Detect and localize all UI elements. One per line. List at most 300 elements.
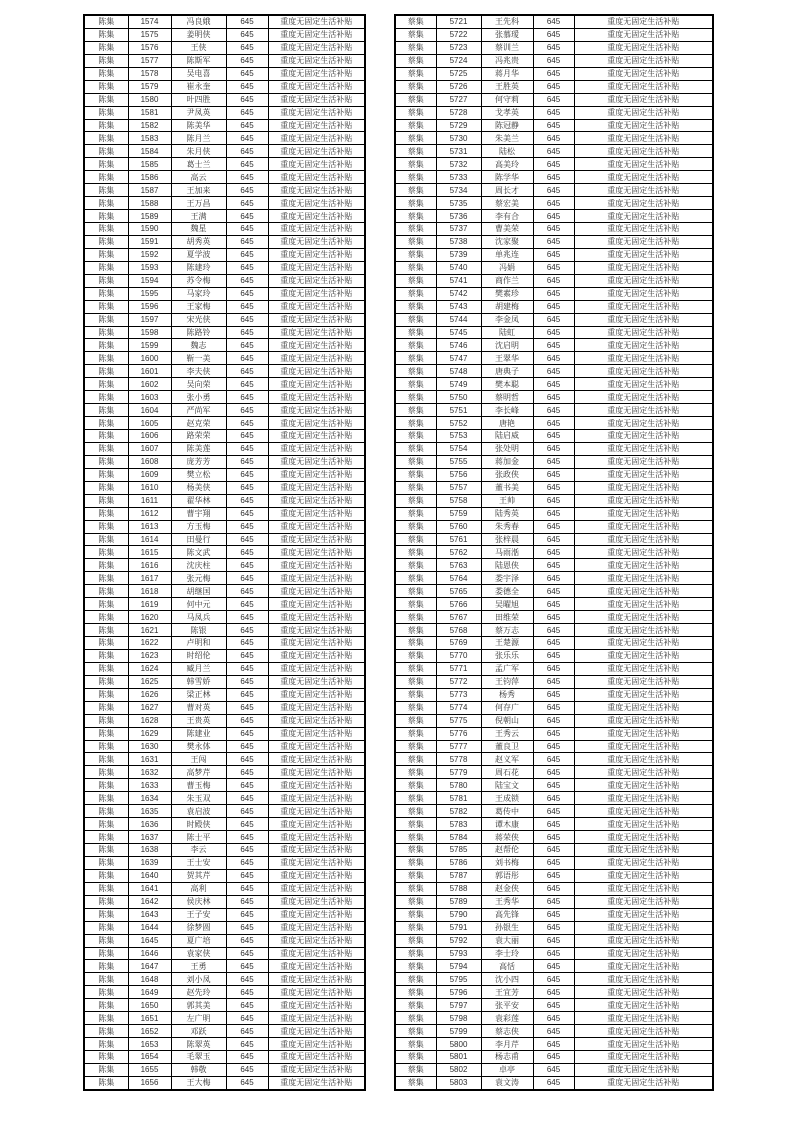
serial-cell: 5727 bbox=[436, 93, 481, 106]
serial-cell: 5756 bbox=[436, 468, 481, 481]
area-cell: 陈集 bbox=[84, 947, 128, 960]
table-row bbox=[395, 934, 713, 947]
name-cell: 王万昌 bbox=[171, 197, 226, 210]
subsidy-type-cell: 重度无固定生活补贴 bbox=[574, 235, 713, 248]
table-row bbox=[395, 223, 713, 236]
amount-cell: 645 bbox=[226, 80, 268, 93]
serial-cell: 1617 bbox=[128, 572, 171, 585]
table-row bbox=[84, 132, 365, 145]
serial-cell: 5755 bbox=[436, 455, 481, 468]
subsidy-type-cell: 重度无固定生活补贴 bbox=[268, 378, 365, 391]
name-cell: 张乐乐 bbox=[481, 649, 533, 662]
table-row bbox=[84, 339, 365, 352]
subsidy-type-cell: 重度无固定生活补贴 bbox=[268, 675, 365, 688]
amount-cell: 645 bbox=[226, 895, 268, 908]
area-cell: 蔡集 bbox=[395, 507, 436, 520]
amount-cell: 645 bbox=[226, 727, 268, 740]
serial-cell: 1642 bbox=[128, 895, 171, 908]
table-row bbox=[84, 507, 365, 520]
amount-cell: 645 bbox=[533, 378, 574, 391]
name-cell: 冯兆贵 bbox=[481, 54, 533, 67]
amount-cell: 645 bbox=[226, 546, 268, 559]
area-cell: 陈集 bbox=[84, 494, 128, 507]
subsidy-type-cell: 重度无固定生活补贴 bbox=[574, 986, 713, 999]
subsidy-type-cell: 重度无固定生活补贴 bbox=[574, 701, 713, 714]
serial-cell: 5773 bbox=[436, 688, 481, 701]
table-row bbox=[395, 365, 713, 378]
area-cell: 蔡集 bbox=[395, 391, 436, 404]
area-cell: 陈集 bbox=[84, 598, 128, 611]
name-cell: 吴向荣 bbox=[171, 378, 226, 391]
name-cell: 陆松 bbox=[481, 145, 533, 158]
subsidy-type-cell: 重度无固定生活补贴 bbox=[268, 145, 365, 158]
table-row bbox=[395, 611, 713, 624]
serial-cell: 5740 bbox=[436, 261, 481, 274]
amount-cell: 645 bbox=[533, 430, 574, 443]
area-cell: 蔡集 bbox=[395, 908, 436, 921]
table-row bbox=[395, 248, 713, 261]
serial-cell: 5770 bbox=[436, 649, 481, 662]
serial-cell: 5734 bbox=[436, 184, 481, 197]
amount-cell: 645 bbox=[226, 235, 268, 248]
subsidy-type-cell: 重度无固定生活补贴 bbox=[268, 624, 365, 637]
subsidy-type-cell: 重度无固定生活补贴 bbox=[268, 132, 365, 145]
amount-cell: 645 bbox=[533, 908, 574, 921]
name-cell: 沈小四 bbox=[481, 973, 533, 986]
area-cell: 蔡集 bbox=[395, 546, 436, 559]
subsidy-type-cell: 重度无固定生活补贴 bbox=[574, 378, 713, 391]
serial-cell: 1612 bbox=[128, 507, 171, 520]
serial-cell: 5736 bbox=[436, 210, 481, 223]
serial-cell: 1631 bbox=[128, 753, 171, 766]
name-cell: 陆启威 bbox=[481, 430, 533, 443]
subsidy-type-cell: 重度无固定生活补贴 bbox=[268, 507, 365, 520]
amount-cell: 645 bbox=[533, 54, 574, 67]
area-cell: 陈集 bbox=[84, 119, 128, 132]
name-cell: 沈启明 bbox=[481, 339, 533, 352]
serial-cell: 5784 bbox=[436, 831, 481, 844]
area-cell: 陈集 bbox=[84, 1063, 128, 1076]
serial-cell: 1578 bbox=[128, 67, 171, 80]
serial-cell: 1583 bbox=[128, 132, 171, 145]
amount-cell: 645 bbox=[533, 934, 574, 947]
amount-cell: 645 bbox=[226, 779, 268, 792]
area-cell: 蔡集 bbox=[395, 818, 436, 831]
name-cell: 唐艳 bbox=[481, 417, 533, 430]
amount-cell: 645 bbox=[226, 598, 268, 611]
serial-cell: 1590 bbox=[128, 223, 171, 236]
area-cell: 陈集 bbox=[84, 688, 128, 701]
serial-cell: 1648 bbox=[128, 973, 171, 986]
serial-cell: 1595 bbox=[128, 287, 171, 300]
subsidy-type-cell: 重度无固定生活补贴 bbox=[574, 662, 713, 675]
amount-cell: 645 bbox=[226, 430, 268, 443]
table-row bbox=[395, 132, 713, 145]
amount-cell: 645 bbox=[533, 119, 574, 132]
table-row bbox=[84, 611, 365, 624]
serial-cell: 1632 bbox=[128, 766, 171, 779]
serial-cell: 5782 bbox=[436, 805, 481, 818]
name-cell: 胡建梅 bbox=[481, 300, 533, 313]
amount-cell: 645 bbox=[533, 468, 574, 481]
subsidy-type-cell: 重度无固定生活补贴 bbox=[574, 960, 713, 973]
name-cell: 李云 bbox=[171, 844, 226, 857]
table-row bbox=[395, 559, 713, 572]
area-cell: 蔡集 bbox=[395, 934, 436, 947]
amount-cell: 645 bbox=[533, 287, 574, 300]
table-row bbox=[84, 624, 365, 637]
name-cell: 樊立松 bbox=[171, 468, 226, 481]
subsidy-type-cell: 重度无固定生活补贴 bbox=[268, 184, 365, 197]
table-row bbox=[84, 856, 365, 869]
table-row bbox=[84, 184, 365, 197]
serial-cell: 5728 bbox=[436, 106, 481, 119]
amount-cell: 645 bbox=[226, 1051, 268, 1064]
area-cell: 陈集 bbox=[84, 662, 128, 675]
name-cell: 冯良娥 bbox=[171, 15, 226, 28]
name-cell: 魏星 bbox=[171, 223, 226, 236]
table-row bbox=[84, 54, 365, 67]
amount-cell: 645 bbox=[226, 766, 268, 779]
amount-cell: 645 bbox=[226, 158, 268, 171]
amount-cell: 645 bbox=[533, 520, 574, 533]
table-row bbox=[395, 598, 713, 611]
amount-cell: 645 bbox=[533, 999, 574, 1012]
area-cell: 蔡集 bbox=[395, 740, 436, 753]
serial-cell: 1651 bbox=[128, 1012, 171, 1025]
serial-cell: 1641 bbox=[128, 882, 171, 895]
amount-cell: 645 bbox=[226, 132, 268, 145]
subsidy-type-cell: 重度无固定生活补贴 bbox=[268, 430, 365, 443]
serial-cell: 5749 bbox=[436, 378, 481, 391]
area-cell: 蔡集 bbox=[395, 494, 436, 507]
name-cell: 朱玉双 bbox=[171, 792, 226, 805]
area-cell: 陈集 bbox=[84, 572, 128, 585]
name-cell: 陆虹 bbox=[481, 326, 533, 339]
subsidy-type-cell: 重度无固定生活补贴 bbox=[574, 67, 713, 80]
name-cell: 郭语彤 bbox=[481, 869, 533, 882]
serial-cell: 1581 bbox=[128, 106, 171, 119]
name-cell: 王侠 bbox=[171, 41, 226, 54]
name-cell: 蔡训兰 bbox=[481, 41, 533, 54]
area-cell: 蔡集 bbox=[395, 93, 436, 106]
area-cell: 陈集 bbox=[84, 223, 128, 236]
serial-cell: 5758 bbox=[436, 494, 481, 507]
subsidy-type-cell: 重度无固定生活补贴 bbox=[268, 792, 365, 805]
subsidy-type-cell: 重度无固定生活补贴 bbox=[268, 442, 365, 455]
amount-cell: 645 bbox=[226, 973, 268, 986]
serial-cell: 5772 bbox=[436, 675, 481, 688]
subsidy-type-cell: 重度无固定生活补贴 bbox=[268, 339, 365, 352]
amount-cell: 645 bbox=[533, 145, 574, 158]
serial-cell: 1623 bbox=[128, 649, 171, 662]
name-cell: 赵义军 bbox=[481, 753, 533, 766]
amount-cell: 645 bbox=[533, 1063, 574, 1076]
subsidy-type-cell: 重度无固定生活补贴 bbox=[574, 210, 713, 223]
serial-cell: 5800 bbox=[436, 1038, 481, 1051]
name-cell: 左广明 bbox=[171, 1012, 226, 1025]
subsidy-type-cell: 重度无固定生活补贴 bbox=[574, 93, 713, 106]
name-cell: 刘书梅 bbox=[481, 856, 533, 869]
area-cell: 蔡集 bbox=[395, 365, 436, 378]
table-row bbox=[84, 831, 365, 844]
table-row bbox=[84, 223, 365, 236]
subsidy-type-cell: 重度无固定生活补贴 bbox=[574, 598, 713, 611]
table-row bbox=[84, 1063, 365, 1076]
amount-cell: 645 bbox=[226, 210, 268, 223]
amount-cell: 645 bbox=[226, 1063, 268, 1076]
area-cell: 陈集 bbox=[84, 727, 128, 740]
table-row bbox=[395, 339, 713, 352]
serial-cell: 5742 bbox=[436, 287, 481, 300]
serial-cell: 5786 bbox=[436, 856, 481, 869]
amount-cell: 645 bbox=[533, 986, 574, 999]
name-cell: 蔡宏美 bbox=[481, 197, 533, 210]
subsidy-type-cell: 重度无固定生活补贴 bbox=[574, 908, 713, 921]
serial-cell: 1600 bbox=[128, 352, 171, 365]
table-row bbox=[84, 326, 365, 339]
serial-cell: 5753 bbox=[436, 430, 481, 443]
amount-cell: 645 bbox=[226, 960, 268, 973]
subsidy-type-cell: 重度无固定生活补贴 bbox=[268, 1076, 365, 1089]
serial-cell: 5788 bbox=[436, 882, 481, 895]
serial-cell: 1614 bbox=[128, 533, 171, 546]
area-cell: 蔡集 bbox=[395, 145, 436, 158]
subsidy-type-cell: 重度无固定生活补贴 bbox=[574, 15, 713, 28]
name-cell: 韩敬 bbox=[171, 1063, 226, 1076]
name-cell: 袁彩莲 bbox=[481, 1012, 533, 1025]
amount-cell: 645 bbox=[533, 352, 574, 365]
table-row bbox=[84, 106, 365, 119]
amount-cell: 645 bbox=[226, 339, 268, 352]
name-cell: 王楚源 bbox=[481, 637, 533, 650]
subsidy-type-cell: 重度无固定生活补贴 bbox=[268, 15, 365, 28]
serial-cell: 1602 bbox=[128, 378, 171, 391]
serial-cell: 5789 bbox=[436, 895, 481, 908]
table-row bbox=[395, 818, 713, 831]
area-cell: 蔡集 bbox=[395, 1063, 436, 1076]
area-cell: 陈集 bbox=[84, 999, 128, 1012]
table-row bbox=[84, 1076, 365, 1089]
area-cell: 蔡集 bbox=[395, 688, 436, 701]
serial-cell: 1635 bbox=[128, 805, 171, 818]
name-cell: 曹对英 bbox=[171, 701, 226, 714]
name-cell: 王加来 bbox=[171, 184, 226, 197]
table-row bbox=[84, 67, 365, 80]
subsidy-table-right bbox=[394, 14, 714, 1091]
amount-cell: 645 bbox=[226, 792, 268, 805]
subsidy-type-cell: 重度无固定生活补贴 bbox=[574, 326, 713, 339]
subsidy-type-cell: 重度无固定生活补贴 bbox=[268, 727, 365, 740]
name-cell: 谭木康 bbox=[481, 818, 533, 831]
name-cell: 王钧萍 bbox=[481, 675, 533, 688]
amount-cell: 645 bbox=[533, 805, 574, 818]
amount-cell: 645 bbox=[533, 339, 574, 352]
amount-cell: 645 bbox=[533, 727, 574, 740]
area-cell: 蔡集 bbox=[395, 637, 436, 650]
subsidy-type-cell: 重度无固定生活补贴 bbox=[574, 313, 713, 326]
area-cell: 蔡集 bbox=[395, 960, 436, 973]
area-cell: 陈集 bbox=[84, 986, 128, 999]
name-cell: 曹玉梅 bbox=[171, 779, 226, 792]
area-cell: 陈集 bbox=[84, 132, 128, 145]
amount-cell: 645 bbox=[226, 223, 268, 236]
amount-cell: 645 bbox=[533, 675, 574, 688]
table-row bbox=[395, 184, 713, 197]
table-row bbox=[84, 391, 365, 404]
area-cell: 蔡集 bbox=[395, 649, 436, 662]
subsidy-type-cell: 重度无固定生活补贴 bbox=[268, 158, 365, 171]
subsidy-type-cell: 重度无固定生活补贴 bbox=[268, 714, 365, 727]
subsidy-type-cell: 重度无固定生活补贴 bbox=[574, 753, 713, 766]
area-cell: 陈集 bbox=[84, 1076, 128, 1089]
subsidy-type-cell: 重度无固定生活补贴 bbox=[574, 818, 713, 831]
subsidy-type-cell: 重度无固定生活补贴 bbox=[574, 417, 713, 430]
table-row bbox=[84, 779, 365, 792]
table-row bbox=[395, 145, 713, 158]
area-cell: 蔡集 bbox=[395, 274, 436, 287]
table-row bbox=[395, 882, 713, 895]
amount-cell: 645 bbox=[533, 792, 574, 805]
serial-cell: 5746 bbox=[436, 339, 481, 352]
subsidy-type-cell: 重度无固定生活补贴 bbox=[574, 158, 713, 171]
name-cell: 李月芹 bbox=[481, 1038, 533, 1051]
area-cell: 蔡集 bbox=[395, 352, 436, 365]
amount-cell: 645 bbox=[533, 818, 574, 831]
area-cell: 陈集 bbox=[84, 468, 128, 481]
serial-cell: 1637 bbox=[128, 831, 171, 844]
serial-cell: 5739 bbox=[436, 248, 481, 261]
area-cell: 陈集 bbox=[84, 1025, 128, 1038]
amount-cell: 645 bbox=[226, 701, 268, 714]
table-row bbox=[84, 197, 365, 210]
area-cell: 蔡集 bbox=[395, 572, 436, 585]
name-cell: 蒋月华 bbox=[481, 67, 533, 80]
area-cell: 蔡集 bbox=[395, 417, 436, 430]
name-cell: 王胜英 bbox=[481, 80, 533, 93]
area-cell: 陈集 bbox=[84, 611, 128, 624]
name-cell: 单兆连 bbox=[481, 248, 533, 261]
serial-cell: 1647 bbox=[128, 960, 171, 973]
area-cell: 蔡集 bbox=[395, 28, 436, 41]
subsidy-type-cell: 重度无固定生活补贴 bbox=[574, 624, 713, 637]
table-row bbox=[84, 520, 365, 533]
area-cell: 陈集 bbox=[84, 766, 128, 779]
area-cell: 陈集 bbox=[84, 520, 128, 533]
name-cell: 陆恩侠 bbox=[481, 559, 533, 572]
serial-cell: 5759 bbox=[436, 507, 481, 520]
area-cell: 蔡集 bbox=[395, 106, 436, 119]
serial-cell: 5741 bbox=[436, 274, 481, 287]
serial-cell: 1599 bbox=[128, 339, 171, 352]
serial-cell: 5775 bbox=[436, 714, 481, 727]
area-cell: 陈集 bbox=[84, 28, 128, 41]
name-cell: 邓跃 bbox=[171, 1025, 226, 1038]
table-row bbox=[84, 999, 365, 1012]
name-cell: 刘小凤 bbox=[171, 973, 226, 986]
subsidy-type-cell: 重度无固定生活补贴 bbox=[268, 818, 365, 831]
amount-cell: 645 bbox=[533, 611, 574, 624]
name-cell: 唐典子 bbox=[481, 365, 533, 378]
table-row bbox=[84, 158, 365, 171]
serial-cell: 5792 bbox=[436, 934, 481, 947]
amount-cell: 645 bbox=[533, 326, 574, 339]
subsidy-type-cell: 重度无固定生活补贴 bbox=[574, 999, 713, 1012]
serial-cell: 5767 bbox=[436, 611, 481, 624]
name-cell: 高先锋 bbox=[481, 908, 533, 921]
area-cell: 蔡集 bbox=[395, 300, 436, 313]
serial-cell: 1582 bbox=[128, 119, 171, 132]
area-cell: 蔡集 bbox=[395, 805, 436, 818]
amount-cell: 645 bbox=[226, 611, 268, 624]
serial-cell: 5747 bbox=[436, 352, 481, 365]
serial-cell: 5752 bbox=[436, 417, 481, 430]
amount-cell: 645 bbox=[533, 80, 574, 93]
subsidy-type-cell: 重度无固定生活补贴 bbox=[268, 494, 365, 507]
serial-cell: 5777 bbox=[436, 740, 481, 753]
amount-cell: 645 bbox=[533, 1012, 574, 1025]
table-row bbox=[84, 753, 365, 766]
area-cell: 蔡集 bbox=[395, 844, 436, 857]
table-row bbox=[395, 158, 713, 171]
amount-cell: 645 bbox=[226, 300, 268, 313]
subsidy-type-cell: 重度无固定生活补贴 bbox=[574, 28, 713, 41]
amount-cell: 645 bbox=[226, 999, 268, 1012]
subsidy-type-cell: 重度无固定生活补贴 bbox=[268, 197, 365, 210]
name-cell: 尹凤英 bbox=[171, 106, 226, 119]
serial-cell: 1611 bbox=[128, 494, 171, 507]
subsidy-type-cell: 重度无固定生活补贴 bbox=[268, 54, 365, 67]
table-row bbox=[84, 235, 365, 248]
table-row bbox=[84, 468, 365, 481]
serial-cell: 5745 bbox=[436, 326, 481, 339]
serial-cell: 5803 bbox=[436, 1076, 481, 1089]
area-cell: 蔡集 bbox=[395, 598, 436, 611]
serial-cell: 5801 bbox=[436, 1051, 481, 1064]
amount-cell: 645 bbox=[533, 831, 574, 844]
serial-cell: 1622 bbox=[128, 637, 171, 650]
name-cell: 贺其芹 bbox=[171, 869, 226, 882]
subsidy-type-cell: 重度无固定生活补贴 bbox=[268, 805, 365, 818]
subsidy-table-left bbox=[83, 14, 366, 1091]
table-row bbox=[84, 934, 365, 947]
area-cell: 陈集 bbox=[84, 274, 128, 287]
name-cell: 张慕瑷 bbox=[481, 28, 533, 41]
serial-cell: 5751 bbox=[436, 404, 481, 417]
name-cell: 王先科 bbox=[481, 15, 533, 28]
subsidy-type-cell: 重度无固定生活补贴 bbox=[268, 365, 365, 378]
subsidy-type-cell: 重度无固定生活补贴 bbox=[574, 494, 713, 507]
table-row bbox=[395, 67, 713, 80]
amount-cell: 645 bbox=[226, 662, 268, 675]
table-row bbox=[395, 261, 713, 274]
amount-cell: 645 bbox=[226, 1076, 268, 1089]
subsidy-type-cell: 重度无固定生活补贴 bbox=[574, 1051, 713, 1064]
subsidy-type-cell: 重度无固定生活补贴 bbox=[574, 779, 713, 792]
amount-cell: 645 bbox=[226, 442, 268, 455]
serial-cell: 1627 bbox=[128, 701, 171, 714]
table-row bbox=[84, 274, 365, 287]
table-row bbox=[395, 352, 713, 365]
amount-cell: 645 bbox=[226, 197, 268, 210]
name-cell: 陈美莲 bbox=[171, 442, 226, 455]
area-cell: 蔡集 bbox=[395, 986, 436, 999]
name-cell: 沈庆柱 bbox=[171, 559, 226, 572]
amount-cell: 645 bbox=[226, 1025, 268, 1038]
table-row bbox=[395, 235, 713, 248]
serial-cell: 1655 bbox=[128, 1063, 171, 1076]
name-cell: 陈斯军 bbox=[171, 54, 226, 67]
